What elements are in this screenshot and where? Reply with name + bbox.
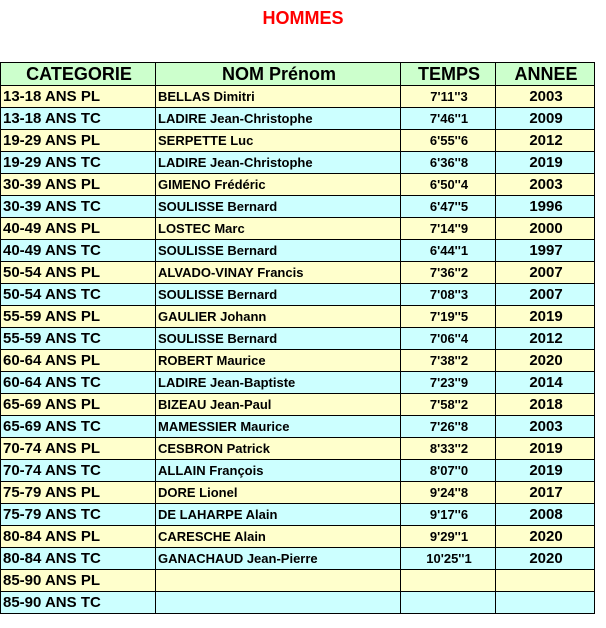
category-cell: 50-54 ANS TC [1, 284, 156, 306]
category-cell: 55-59 ANS PL [1, 306, 156, 328]
category-cell: 70-74 ANS PL [1, 438, 156, 460]
name-cell: GAULIER Johann [156, 306, 401, 328]
category-cell: 13-18 ANS TC [1, 108, 156, 130]
year-cell: 2017 [496, 482, 595, 504]
time-cell: 7'36''2 [401, 262, 496, 284]
year-cell: 2014 [496, 372, 595, 394]
name-cell: ALLAIN François [156, 460, 401, 482]
category-cell: 65-69 ANS TC [1, 416, 156, 438]
table-row [1, 86, 595, 108]
table-row [1, 372, 595, 394]
table-row [1, 108, 595, 130]
time-cell: 7'08''3 [401, 284, 496, 306]
category-cell: 40-49 ANS TC [1, 240, 156, 262]
name-cell [156, 570, 401, 592]
year-cell: 2019 [496, 306, 595, 328]
table-row [1, 196, 595, 218]
table-row [1, 130, 595, 152]
header-categorie: CATEGORIE [1, 63, 156, 86]
year-cell: 2018 [496, 394, 595, 416]
name-cell: GANACHAUD Jean-Pierre [156, 548, 401, 570]
year-cell: 1997 [496, 240, 595, 262]
category-cell: 80-84 ANS PL [1, 526, 156, 548]
name-cell: SOULISSE Bernard [156, 284, 401, 306]
year-cell: 2012 [496, 328, 595, 350]
name-cell: DE LAHARPE Alain [156, 504, 401, 526]
category-cell: 75-79 ANS PL [1, 482, 156, 504]
time-cell: 7'26''8 [401, 416, 496, 438]
table-row [1, 174, 595, 196]
table-row [1, 350, 595, 372]
category-cell: 19-29 ANS PL [1, 130, 156, 152]
table-row [1, 262, 595, 284]
header-nom-prenom: NOM Prénom [156, 63, 401, 86]
name-cell: SERPETTE Luc [156, 130, 401, 152]
category-cell: 80-84 ANS TC [1, 548, 156, 570]
year-cell: 2003 [496, 416, 595, 438]
table-row [1, 548, 595, 570]
name-cell: GIMENO Frédéric [156, 174, 401, 196]
table-row [1, 460, 595, 482]
time-cell: 7'23''9 [401, 372, 496, 394]
category-cell: 85-90 ANS TC [1, 592, 156, 614]
table-row [1, 438, 595, 460]
category-cell: 85-90 ANS PL [1, 570, 156, 592]
category-cell: 65-69 ANS PL [1, 394, 156, 416]
time-cell: 7'58''2 [401, 394, 496, 416]
year-cell: 2000 [496, 218, 595, 240]
category-cell: 50-54 ANS PL [1, 262, 156, 284]
name-cell: CARESCHE Alain [156, 526, 401, 548]
time-cell: 9'29''1 [401, 526, 496, 548]
name-cell: DORE Lionel [156, 482, 401, 504]
time-cell: 9'24''8 [401, 482, 496, 504]
name-cell: ALVADO-VINAY Francis [156, 262, 401, 284]
table-row [1, 394, 595, 416]
table-row [1, 482, 595, 504]
time-cell [401, 570, 496, 592]
year-cell: 2020 [496, 548, 595, 570]
table-row [1, 218, 595, 240]
name-cell: SOULISSE Bernard [156, 240, 401, 262]
time-cell: 6'50''4 [401, 174, 496, 196]
year-cell: 2019 [496, 152, 595, 174]
time-cell [401, 592, 496, 614]
page-title: HOMMES [262, 8, 344, 28]
name-cell: LOSTEC Marc [156, 218, 401, 240]
category-cell: 70-74 ANS TC [1, 460, 156, 482]
time-cell: 7'19''5 [401, 306, 496, 328]
category-cell: 13-18 ANS PL [1, 86, 156, 108]
name-cell: LADIRE Jean-Christophe [156, 152, 401, 174]
name-cell: BIZEAU Jean-Paul [156, 394, 401, 416]
year-cell: 2007 [496, 284, 595, 306]
year-cell: 2009 [496, 108, 595, 130]
time-cell: 9'17''6 [401, 504, 496, 526]
table-row [1, 592, 595, 614]
category-cell: 60-64 ANS PL [1, 350, 156, 372]
records-table [0, 62, 595, 614]
category-cell: 30-39 ANS TC [1, 196, 156, 218]
category-cell: 60-64 ANS TC [1, 372, 156, 394]
time-cell: 7'14''9 [401, 218, 496, 240]
name-cell: BELLAS Dimitri [156, 86, 401, 108]
category-cell: 30-39 ANS PL [1, 174, 156, 196]
year-cell: 2003 [496, 86, 595, 108]
header-row [1, 63, 595, 86]
year-cell: 2008 [496, 504, 595, 526]
time-cell: 6'47''5 [401, 196, 496, 218]
name-cell: LADIRE Jean-Baptiste [156, 372, 401, 394]
year-cell: 1996 [496, 196, 595, 218]
time-cell: 7'06''4 [401, 328, 496, 350]
year-cell: 2020 [496, 526, 595, 548]
table-row [1, 526, 595, 548]
year-cell: 2019 [496, 438, 595, 460]
year-cell [496, 570, 595, 592]
year-cell [496, 592, 595, 614]
name-cell: LADIRE Jean-Christophe [156, 108, 401, 130]
name-cell [156, 592, 401, 614]
time-cell: 6'36''8 [401, 152, 496, 174]
year-cell: 2007 [496, 262, 595, 284]
time-cell: 6'44''1 [401, 240, 496, 262]
time-cell: 7'46''1 [401, 108, 496, 130]
category-cell: 75-79 ANS TC [1, 504, 156, 526]
name-cell: CESBRON Patrick [156, 438, 401, 460]
header-annee: ANNEE [496, 63, 595, 86]
category-cell: 40-49 ANS PL [1, 218, 156, 240]
category-cell: 19-29 ANS TC [1, 152, 156, 174]
table-row [1, 152, 595, 174]
table-row [1, 284, 595, 306]
time-cell: 10'25''1 [401, 548, 496, 570]
time-cell: 6'55''6 [401, 130, 496, 152]
year-cell: 2012 [496, 130, 595, 152]
table-row [1, 416, 595, 438]
time-cell: 8'07''0 [401, 460, 496, 482]
year-cell: 2020 [496, 350, 595, 372]
table-row [1, 240, 595, 262]
table-row [1, 570, 595, 592]
name-cell: SOULISSE Bernard [156, 328, 401, 350]
year-cell: 2019 [496, 460, 595, 482]
table-row [1, 504, 595, 526]
name-cell: MAMESSIER Maurice [156, 416, 401, 438]
time-cell: 7'11''3 [401, 86, 496, 108]
year-cell: 2003 [496, 174, 595, 196]
name-cell: SOULISSE Bernard [156, 196, 401, 218]
name-cell: ROBERT Maurice [156, 350, 401, 372]
category-cell: 55-59 ANS TC [1, 328, 156, 350]
header-temps: TEMPS [401, 63, 496, 86]
time-cell: 7'38''2 [401, 350, 496, 372]
time-cell: 8'33''2 [401, 438, 496, 460]
table-row [1, 306, 595, 328]
table-row [1, 328, 595, 350]
